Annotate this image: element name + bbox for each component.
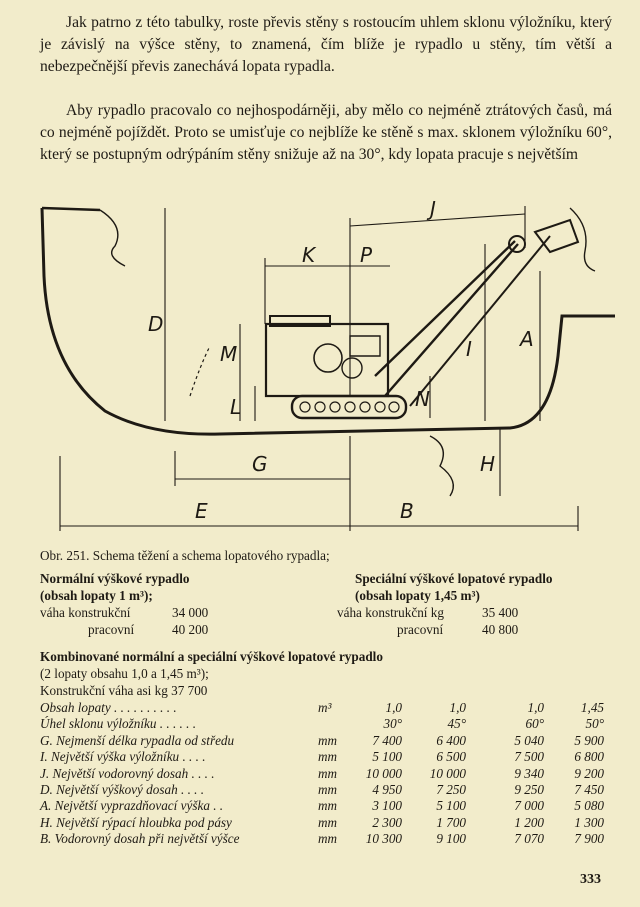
- table-cell-lbl: G. Nejmenší délka rypadla od středu: [40, 732, 235, 748]
- table-cell-lbl: B. Vodorovný dosah při největší výšce: [40, 831, 240, 847]
- label-E: E: [195, 499, 208, 523]
- table-cell-v4: 1,45: [580, 700, 604, 715]
- label-P: P: [360, 243, 373, 267]
- page-number: 333: [580, 872, 601, 887]
- winch-drum: [314, 344, 342, 372]
- table-cell-v4: 50°: [585, 716, 604, 732]
- right-spec-row1-label: váha konstrukční kg: [337, 605, 444, 620]
- label-G: G: [252, 452, 268, 476]
- table-cell-v1: 5 100: [372, 749, 402, 765]
- excavator-diagram: [30, 196, 615, 541]
- right-spec-subtitle: (obsah lopaty 1,45 m³): [355, 588, 480, 603]
- table-cell-v4: 7 900: [574, 831, 604, 847]
- table-cell-lbl: I. Největší výška výložníku . . . .: [40, 749, 206, 765]
- table-cell-un: [318, 716, 350, 732]
- table-cell-v2: 1 700: [436, 814, 466, 830]
- label-I: I: [466, 337, 472, 361]
- table-row: [40, 766, 604, 782]
- left-spec-subtitle: (obsah lopaty 1 m³);: [40, 588, 153, 603]
- table-cell-v1: 3 100: [372, 798, 402, 814]
- excavator-cab: [266, 324, 388, 396]
- label-J: J: [430, 197, 436, 221]
- table-cell-v3: 7 070: [514, 831, 544, 847]
- left-spec: [40, 570, 208, 638]
- table-row: [40, 798, 604, 814]
- rubble-right: [570, 208, 595, 271]
- table-cell-v1: 1,0: [385, 700, 402, 715]
- right-spec-row1-value: 35 400: [482, 605, 519, 620]
- table-cell-v2: 1,0: [449, 700, 466, 715]
- table-cell-v4: 9 200: [574, 765, 604, 781]
- table-cell-v4: 1 300: [574, 814, 604, 830]
- table-cell-un: mm: [318, 814, 338, 830]
- combined-spec: [40, 648, 383, 699]
- label-K: K: [302, 243, 316, 267]
- table-cell-v2: 5 100: [436, 798, 466, 814]
- table-row: [40, 815, 604, 831]
- table-cell-lbl: H. Největší rýpací hloubka pod pásy: [40, 814, 232, 830]
- label-B: B: [400, 499, 414, 523]
- right-spec-row2-value: 40 800: [482, 622, 519, 637]
- table-cell-v4: 7 450: [574, 782, 604, 798]
- label-A: A: [520, 327, 534, 351]
- table-cell-v2: 6 500: [436, 749, 466, 765]
- table-cell-v1: 30°: [383, 716, 402, 732]
- table-cell-un: mm: [318, 782, 338, 798]
- table-cell-v3: 1,0: [527, 700, 544, 715]
- pit-left-wall: [42, 208, 615, 434]
- left-spec-row2-label: pracovní: [88, 622, 135, 637]
- table-cell-v1: 4 950: [372, 782, 402, 798]
- table-row: [40, 716, 604, 732]
- table-row: [40, 749, 604, 765]
- table-cell-un: mm: [318, 732, 338, 748]
- paragraph-1: Jak patrno z této tabulky, roste převis stěny s rostoucím uhlem sklonu výložníku, který je závislý na výšce stěny, to znamená, čím blíže je rypadlo u stěny, tím větší a nebezpečnější převis zanechává lopata rypadla.: [40, 14, 612, 75]
- table-cell-lbl: D. Největší výškový dosah . . . .: [40, 782, 205, 798]
- winch-drum-2: [342, 358, 362, 378]
- label-N: N: [415, 387, 430, 411]
- table-cell-un: mm: [318, 765, 338, 781]
- left-spec-row1-label: váha konstrukční: [40, 605, 131, 620]
- table-cell-v1: 2 300: [372, 814, 402, 830]
- left-spec-title: Normální výškové rypadlo: [40, 571, 190, 586]
- table-cell-lbl: Úhel sklonu výložníku . . . . . .: [40, 716, 197, 732]
- table-row: [40, 700, 604, 716]
- table-cell-v2: 45°: [447, 716, 466, 732]
- table-row: [40, 782, 604, 798]
- table-cell-v1: 7 400: [372, 732, 402, 748]
- table-cell-lbl: A. Největší vyprazdňovací výška . .: [40, 798, 224, 814]
- combined-spec-line3: Konstrukční váha asi kg 37 700: [40, 683, 208, 698]
- table-cell-v2: 10 000: [429, 765, 466, 781]
- table-row: [40, 831, 604, 847]
- table-cell-v3: 9 250: [514, 782, 544, 798]
- right-spec: [337, 570, 552, 638]
- table-cell-v2: 6 400: [436, 732, 466, 748]
- right-spec-title: Speciální výškové lopatové rypadlo: [355, 571, 553, 586]
- bench-rubble-left: [100, 210, 125, 266]
- bench-rubble-bottom: [430, 436, 453, 496]
- cab-window: [350, 336, 380, 356]
- combined-spec-title: Kombinované normální a speciální výškové lopatové rypadlo: [40, 649, 383, 664]
- combined-spec-line2: (2 lopaty obsahu 1,0 a 1,45 m³);: [40, 666, 209, 681]
- label-H: H: [480, 452, 496, 476]
- right-spec-row2-label: pracovní: [397, 622, 444, 637]
- left-spec-row1-value: 34 000: [172, 605, 209, 620]
- table-cell-un: mm: [318, 749, 338, 765]
- table-cell-un: m³: [318, 700, 332, 715]
- table-cell-v3: 1 200: [514, 814, 544, 830]
- label-M: M: [220, 342, 238, 366]
- table-cell-v2: 9 100: [436, 831, 466, 847]
- figure-caption: Obr. 251. Schema těžení a schema lopatového rypadla;: [40, 548, 330, 563]
- table-cell-lbl: J. Největší vodorovný dosah . . . .: [40, 765, 215, 781]
- table-cell-v4: 5 900: [574, 732, 604, 748]
- table-cell-lbl: Obsah lopaty . . . . . . . . . .: [40, 700, 177, 715]
- table-cell-v1: 10 000: [365, 765, 402, 781]
- table-cell-v4: 6 800: [574, 749, 604, 765]
- table-cell-v3: 9 340: [514, 765, 544, 781]
- table-cell-v4: 5 080: [574, 798, 604, 814]
- dimensions-table: [40, 700, 604, 848]
- table-cell-un: mm: [318, 798, 338, 814]
- ground-top-left: [42, 208, 100, 210]
- label-L: L: [230, 395, 242, 419]
- table-cell-v3: 7 000: [514, 798, 544, 814]
- table-cell-un: mm: [318, 831, 338, 847]
- paragraph-2: Aby rypadlo pracovalo co nejhospodárněji, aby mělo co nejméně ztrátových časů, má co nejméně pojíždět. Proto se umisťuje co nejblíže ke stěně s max. sklonem výložníku 60°, který se postupným odrýpáním stěny snižuje až na 30°, kdy lopata pracuje s největším: [40, 102, 612, 163]
- table-cell-v2: 7 250: [436, 782, 466, 798]
- table-cell-v3: 7 500: [514, 749, 544, 765]
- table-cell-v1: 10 300: [365, 831, 402, 847]
- table-row: [40, 733, 604, 749]
- boom: [375, 241, 518, 396]
- table-cell-v3: 60°: [525, 716, 544, 732]
- dotted-arc: [190, 346, 210, 396]
- left-spec-row2-value: 40 200: [172, 622, 209, 637]
- table-cell-v3: 5 040: [514, 732, 544, 748]
- label-D: D: [148, 312, 164, 336]
